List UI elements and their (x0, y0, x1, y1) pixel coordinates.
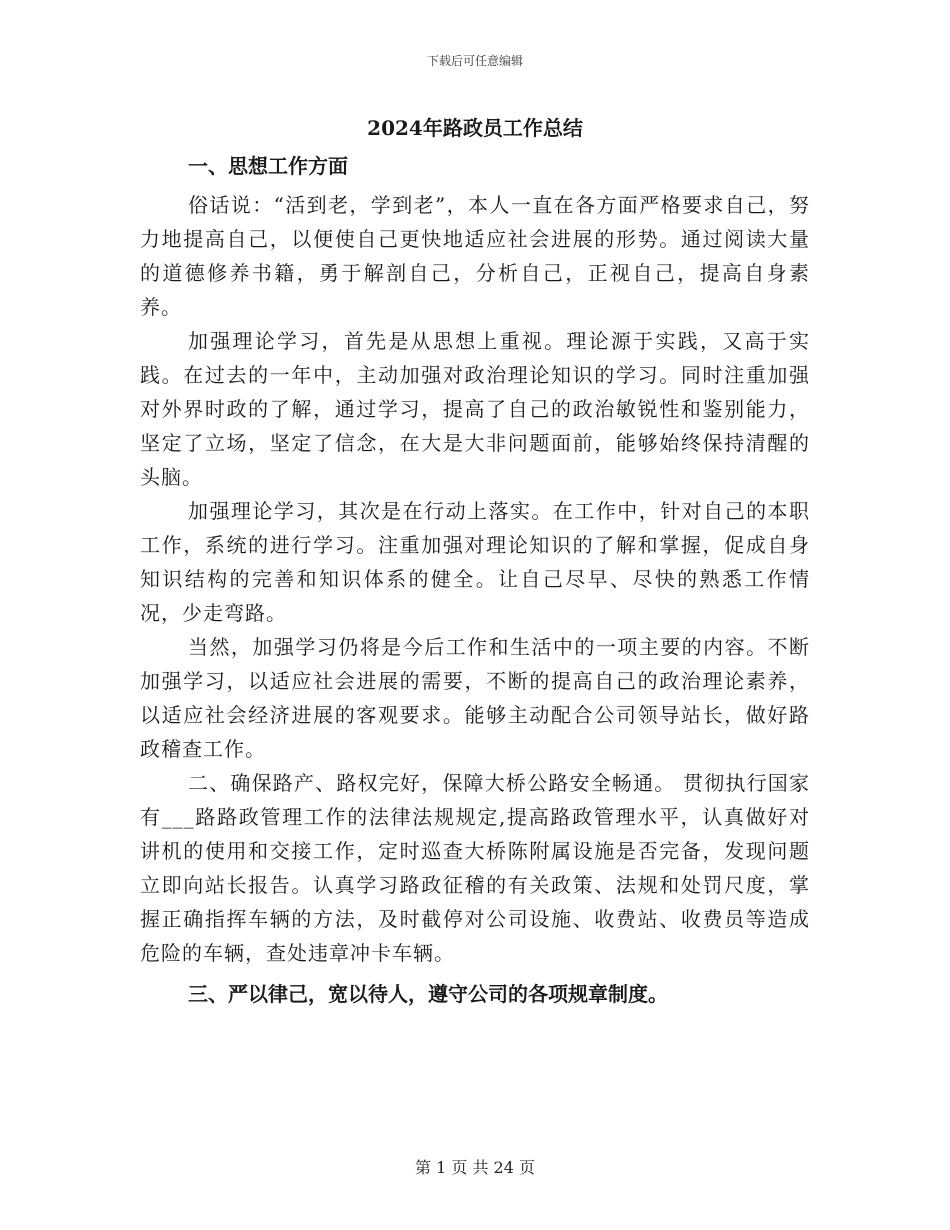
page-header: 下载后可任意编辑 (426, 54, 523, 68)
section-heading-1: 一、思想工作方面 (188, 154, 348, 178)
paragraph-5: 二、确保路产、路权完好，保障大桥公路安全畅通。 贯彻执行国家有___路路政管理工作的法律法规规定,提高路政管理水平，认真做好对讲机的使用和交接工作，定时巡查大桥陈附属设施是否完备，发现问题立即向站长报告。认真学习路政征稽的有关政策、法规和处罚尺度，掌握正确指挥车辆的方法，及时截停对公司设施、收费站、收费员等造成危险的车辆，查处违章冲卡车辆。 (140, 771, 810, 965)
paragraph-3: 加强理论学习，其次是在行动上落实。在工作中，针对自己的本职工作，系统的进行学习。注重加强对理论知识的了解和掌握，促成自身知识结构的完善和知识体系的健全。让自己尽早、尽快的熟悉工作情况，少走弯路。 (140, 499, 810, 625)
paragraph-1: 俗话说：“活到老，学到老”，本人一直在各方面严格要求自己，努力地提高自己，以便使自己更快地适应社会进展的形势。通过阅读大量的道德修养书籍，勇于解剖自己，分析自己，正视自己，提高自身素养。 (140, 193, 810, 319)
paragraph-4: 当然，加强学习仍将是今后工作和生活中的一项主要的内容。不断加强学习，以适应社会进展的需要，不断的提高自己的政治理论素养，以适应社会经济进展的客观要求。能够主动配合公司领导站长，做好路政稽查工作。 (140, 635, 810, 761)
page-footer: 第 1 页 共 24 页 (415, 1158, 535, 1177)
document-title: 2024年路政员工作总结 (367, 116, 583, 140)
paragraph-2: 加强理论学习，首先是从思想上重视。理论源于实践，又高于实践。在过去的一年中，主动加强对政治理论知识的学习。同时注重加强对外界时政的了解，通过学习，提高了自己的政治敏锐性和鉴别能力，坚定了立场，坚定了信念，在大是大非问题面前，能够始终保持清醒的头脑。 (140, 329, 810, 489)
section-heading-3: 三、严以律己，宽以待人，遵守公司的各项规章制度。 (188, 982, 668, 1006)
document-body (140, 112, 810, 1016)
